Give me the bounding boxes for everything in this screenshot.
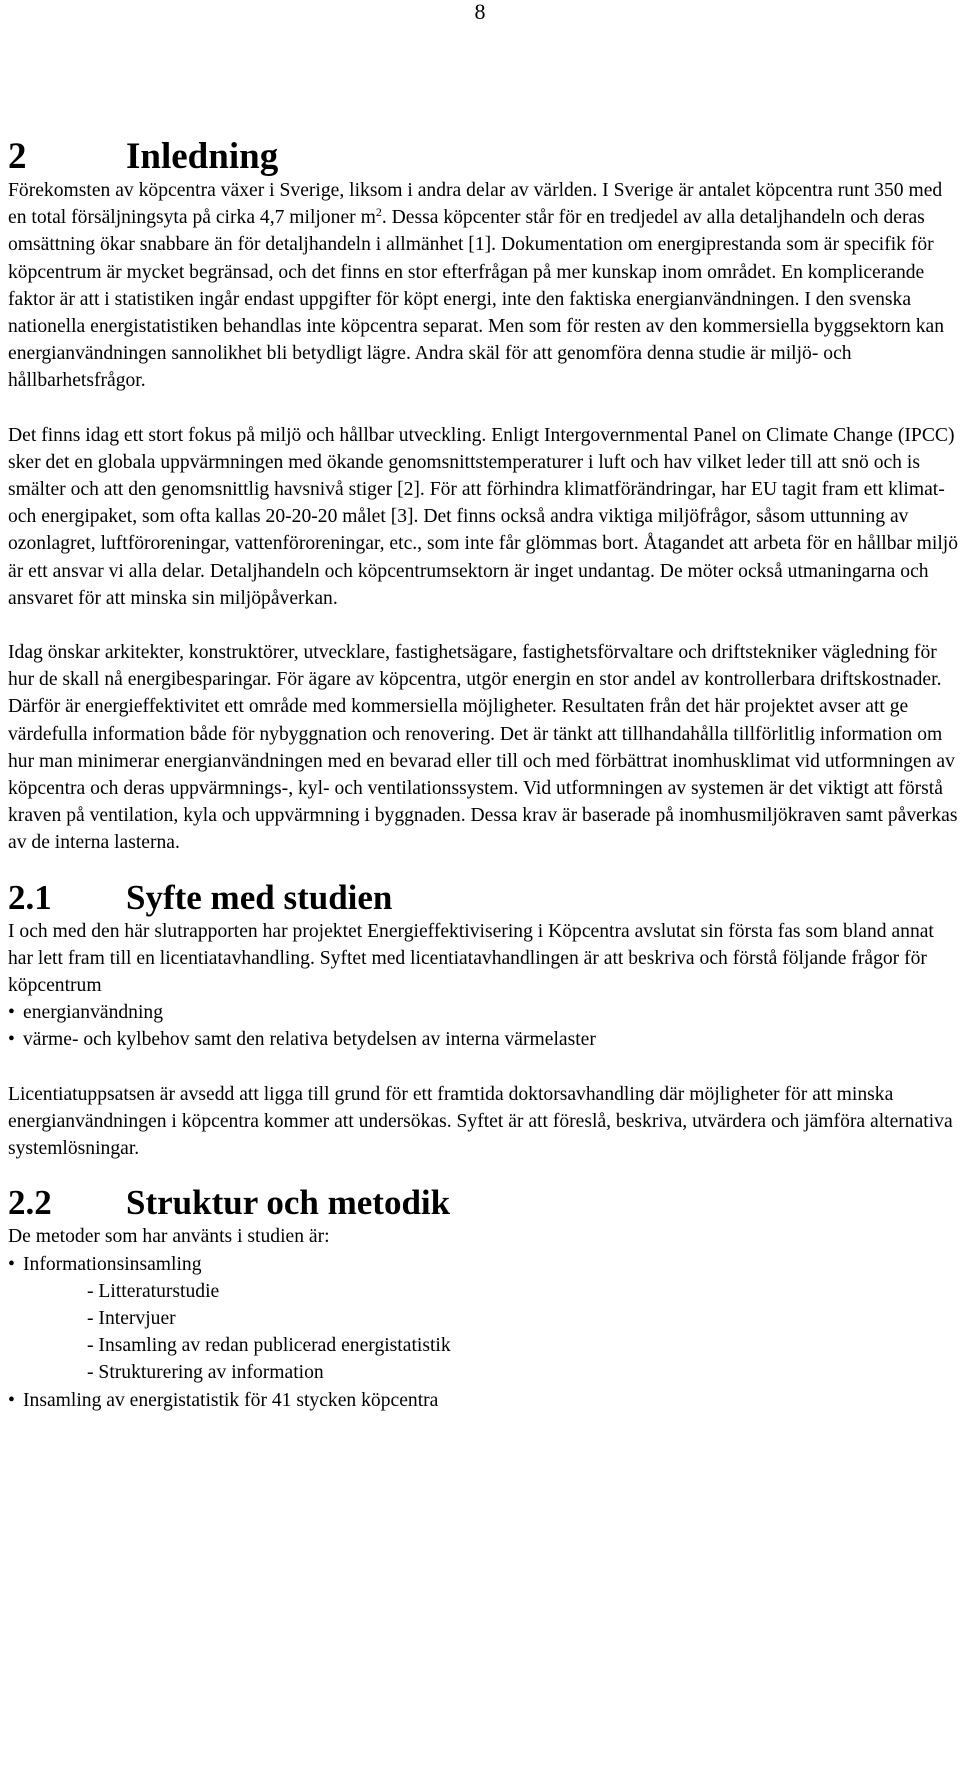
intro-paragraph-1-part-a: Förekomsten av köpcentra växer i Sverige, liksom i andra delar av världen. I Sverige är antalet köpcentra runt 350 med en total försäljningsyta på cirka 4,7 miljoner m <box>8 180 943 229</box>
section-number: 2.2 <box>8 1183 52 1223</box>
list-item: • Informationsinsamling <box>8 1251 958 1278</box>
page-number: 8 <box>474 0 486 24</box>
chapter-number: 2 <box>8 136 27 177</box>
section-title: Syfte med studien <box>126 877 393 917</box>
chapter-heading <box>8 137 958 177</box>
purpose-bullet-list <box>8 999 958 1053</box>
sub-list-item: - Insamling av redan publicerad energistatistik <box>87 1335 451 1357</box>
superscript-2: 2 <box>375 205 382 220</box>
purpose-paragraph-1: I och med den här slutrapporten har projektet Energieffektivisering i Köpcentra avslutat sin första fas som bland annat har lett fram till en licentiatavhandling. Syftet med licentiatavhandlingen är att beskriva och förstå följande frågor för köpcentrum <box>8 920 934 997</box>
structure-intro: De metoder som har använts i studien är: <box>8 1226 330 1248</box>
section-number: 2.1 <box>8 877 52 917</box>
intro-paragraph-3: Idag önskar arkitekter, konstruktörer, utvecklare, fastighetsägare, fastighetsförvaltare och driftstekniker vägledning för hur de skall nå energibesparingar. För ägare av köpcentra, utgör energin en stor andel av kontrollerbara driftskostnader. Därför är energieffektivitet ett område med kommersiella möjligheter. Resultaten från det här projektet avser att ge värdefulla information både för nybyggnation och renovering. Det är tänkt att tillhandahålla tillförlitlig information om hur man minimerar energianvändningen med en bevarad eller till och med förbättrat inomhusklimat vid utformningen av köpcentra och deras uppvärmnings-, kyl- och ventilationssystem. Vid utformningen av systemen är det viktigt att förstå kraven på ventilation, kyla och uppvärmning i byggnaden. Dessa krav är baserade på inomhusmiljökraven samt påverkas av de interna lasterna. <box>8 642 958 854</box>
sub-list-item: - Intervjuer <box>87 1307 176 1329</box>
sub-list-item: - Litteraturstudie <box>87 1280 220 1302</box>
section-heading-purpose <box>8 878 958 918</box>
section-heading-structure <box>8 1183 958 1223</box>
intro-paragraph-1-part-b: . Dessa köpcenter står för en tredjedel av alla detaljhandeln och deras omsättning ökar snabbare än för detaljhandeln i allmänhet [1]. Dokumentation om energiprestanda som är specifik för köpcentrum är mycket begränsad, och det finns en stor efterfrågan på mer kunskap inom området. En komplicerande faktor är att i statistiken ingår endast uppgifter för köpt energi, inte den faktiska energianvändningen. I den svenska nationella energistatistiken behandlas inte köpcentra separat. Men som för resten av den kommersiella byggsektorn kan energianvändningen sannolikhet bli betydligt lägre. Andra skäl för att genomföra denna studie är miljö- och hållbarhetsfrågor. <box>8 207 945 392</box>
sub-list-item: - Strukturering av information <box>87 1362 324 1384</box>
intro-paragraph-2: Det finns idag ett stort fokus på miljö och hållbar utveckling. Enligt Intergovernmental Panel on Climate Change (IPCC) sker det en globala uppvärmningen med ökande genomsnittstemperaturer i luft och hav vilket leder till att snö och is smälter och att den genomsnittlig havsnivå stiger [2]. För att förhindra klimatförändringar, har EU tagit fram ett klimat- och energipaket, som ofta kallas 20-20-20 målet [3]. Det finns också andra viktiga miljöfrågor, såsom uttunning av ozonlagret, luftföroreningar, vattenföroreningar, etc., som inte får glömmas bort. Åtagandet att arbeta för en hållbar miljö är ett ansvar vi alla delar. Detaljhandeln och köpcentrumsektorn är inget undantag. De möter också utmaningarna och ansvaret för att minska sin miljöpåverkan. <box>8 424 959 609</box>
purpose-paragraph-2: Licentiatuppsatsen är avsedd att ligga till grund för ett framtida doktorsavhandling där möjligheter för att minska energianvändningen i köpcentra kommer att undersökas. Syftet är att föreslå, beskriva, utvärdera och jämföra alternativa systemlösningar. <box>8 1083 953 1160</box>
list-item: • Insamling av energistatistik för 41 stycken köpcentra <box>8 1387 958 1414</box>
list-item: • värme- och kylbehov samt den relativa betydelsen av interna värmelaster <box>8 1026 958 1053</box>
intro-paragraph-1 <box>8 177 958 395</box>
method-bullet-list <box>8 1251 958 1278</box>
method-bullet-list-2 <box>8 1387 958 1414</box>
chapter-title: Inledning <box>126 136 279 177</box>
section-title: Struktur och metodik <box>126 1183 451 1223</box>
method-sub-list <box>8 1278 958 1387</box>
list-item: • energianvändning <box>8 999 958 1026</box>
document-page <box>8 0 958 1414</box>
